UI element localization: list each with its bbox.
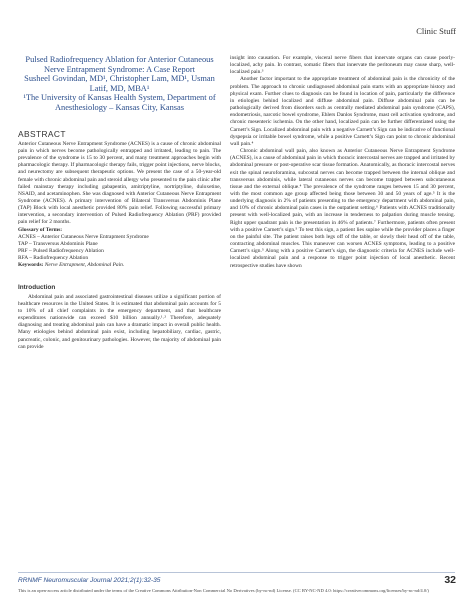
body-paragraph: Another factor important to the appropriate treatment of abdominal pain is the chronicity of the problem. The approach to chronic undiagnosed abdominal pain starts with an appropriate history and physical exam. Further clues to diagnosis can be found in location of pain, particularly the difference in etiologies behind localized and diffuse abdominal pain. Diffuse abdominal pain can be pathologically derived from disorders such as centrally mediated abdominal pain syndrome (CAPS), endometriosis, narcotic bowel syndrome, Ehlers Danlos Syndrome, mast cell activation syndrome, and chronic mesenteric ischemia. On the other hand, localized pain can be further differentiated using the Carnett’s Sign. Localized abdominal pain with a negative Carnett’s Sign can be indicative of functional dyspepsia or irritable bowel syndrome, while a positive Carnett’s Sign can point to chronic abdominal wall pain.⁴ [230, 76, 455, 147]
body-paragraph: insight into causation. For example, visceral nerve fibers that innervate organs can cause poorly-localized, achy pain. In contrast, somatic fibers that innervate the peritoneum may cause sharp, well-localized pain.³ [230, 55, 455, 76]
abstract-heading: ABSTRACT [18, 128, 66, 139]
glossary-item: RFA – Radiofrequency Ablation [18, 255, 89, 262]
page-number: 32 [444, 574, 456, 586]
glossary-item: ACNES – Anterior Cutaneous Nerve Entrapment Syndrome [18, 233, 149, 240]
abstract-text: Anterior Cutaneous Nerve Entrapment Syndrome (ACNES) is a cause of chronic abdominal pain in which nerves become pathologically entrapped and irritated, leading to pain. The prevalence of the syndrome is 15 to 30 percent, and many treatment approaches begin with pharmacologic therapy. If pharmacologic therapy fails, trigger point injections, nerve blocks, and neurectomy are subsequent therapeutic options. We present the case of a 50-year-old female with chronic abdominal pain and steroid allergy who presented to the pain clinic after failed mainstay therapy including gabapentin, amitriptyline, nortriptyline, duloxetine, NSAID, and acetaminophen. She was diagnosed with Anterior Cutaneous Nerve Entrapment Syndrome (ACNES). A primary intervention of Bilateral Transversus Abdominis Plane (TAP) Block with local anesthetic provided 80% pain relief. Following successful primary intervention, a secondary intervention of Pulsed Radiofrequency Ablation (PRF) provided pain relief for 2 months. [18, 140, 221, 226]
left-column [18, 55, 221, 351]
license-text: This is an open-access article distributed under the terms of the Creative Commons Attribution-Non Commercial No Derivatives (by-nc-nd) License. (CC BY-NC-ND 4.0: https://creativecommons.org/licenses/by-nc-nd/4.0/) [18, 588, 429, 593]
keywords-list: Nerve Entrapment, Abdominal Pain. [44, 262, 125, 269]
section-label: Clinic Stuff [416, 26, 456, 36]
intro-paragraph: Abdominal pain and associated gastrointestinal diseases utilize a significant portion of healthcare resources in the United States. It is estimated that abdominal pain accounts for 5 to 10% of all chief complaints in the emergency department, and that healthcare expenditures nationwide can exceed $10 billion annually.¹˒² Therefore, adequately diagnosing and treating abdominal pain can have a dramatic impact in overall public health. Many etiologies behind abdominal pain exist, including hepatobiliary, cardiac, gastric, pancreatic, colonic, and genitourinary pathologies. However, the majority of abdominal pain can provide [18, 293, 221, 350]
article-title: Pulsed Radiofrequency Ablation for Anterior Cutaneous Nerve Entrapment Syndrome: A Case Report [25, 55, 214, 74]
glossary-title: Glossary of Terms: [18, 226, 63, 233]
right-column [230, 55, 455, 270]
keywords [18, 262, 221, 269]
article-affiliation: ¹The University of Kansas Health System, Department of Anesthesiology – Kansas City, Kansas [23, 93, 216, 112]
journal-citation: RRNMF Neuromuscular Journal 2021;2(1):32-35 [18, 577, 161, 584]
keywords-label: Keywords: [18, 262, 44, 269]
footer-divider [18, 572, 455, 573]
intro-heading: Introduction [18, 283, 56, 291]
article-authors: Susheel Govindan, MD¹, Christopher Lam, MD¹, Usman Latif, MD, MBA¹ [24, 74, 215, 93]
body-paragraph: Chronic abdominal wall pain, also known as Anterior Cutaneous Nerve Entrapment Syndrome (ACNES), is a cause of abdominal pain in which thoracic intercostal nerves are trapped and irritated by abdominal pressure or post-operative scar tissue formation. Anatomically, as thoracic intercostal nerves exit the spinal neuroforamina, subcostal nerves can become trapped between the internal oblique and transversus abdominis, while lateral cutaneous nerves can become trapped between subcutaneous tissue and the external oblique.⁴ The prevalence of the syndrome ranges between 15 and 30 percent, with the most common age group affected being those between 30 and 50 years of age.⁵ It is the underlying diagnosis in 2% of patients presenting to the emergency department with abdominal pain, and 10% of chronic abdominal pain cases in the outpatient setting.⁶ Patients with ACNES traditionally present with well-localized pain, with an increase in tenderness to palpation during muscle tensing. Right upper quadrant pain is the presentation in 46% of patients.⁷ Furthermore, patients often present with a positive Carnett’s sign.⁵ To test this sign, a patient lies supine while the provider places a finger on the painful site. The patient raises both legs off of the table, or slowly their head off of the table, contracting abdominal muscles. This maneuver can worsen ACNES symptoms, leading to a positive Carnett’s sign.⁵ Along with a positive Carnett’s sign, the diagnostic criteria for ACNES include well-localized abdominal pain and a response to trigger point injection of local anesthetic. Recent retrospective studies have shown [230, 148, 455, 269]
glossary-item: PRF – Pulsed Radiofrequency Ablation [18, 248, 104, 255]
glossary-item: TAP – Transversus Abdominis Plane [18, 240, 98, 247]
